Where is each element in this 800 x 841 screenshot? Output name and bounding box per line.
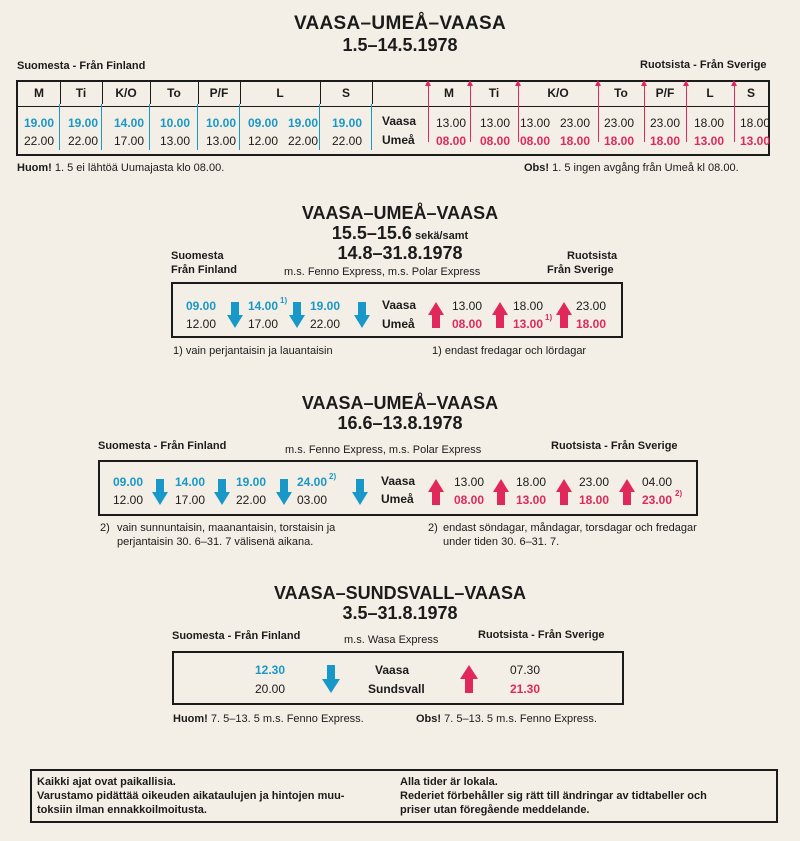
s3-fi-dep: 09.00 xyxy=(113,475,144,489)
s1-fi-dep: 19.00 xyxy=(332,116,363,130)
s3-umea-label: Umeå xyxy=(381,492,414,506)
s1-se-dep: 13.00 xyxy=(480,116,511,130)
s4-sundsvall-label: Sundsvall xyxy=(368,682,425,696)
s3-footnote-mark: 2) xyxy=(675,489,683,498)
s2-se-arr: 18.00 xyxy=(576,317,607,331)
s1-fi-dep: 19.00 xyxy=(288,116,319,130)
s1-arrow-line-se xyxy=(734,82,735,142)
s4-title: VAASA–SUNDSVALL–VAASA xyxy=(273,583,527,603)
s3-se-arr: 08.00 xyxy=(454,493,485,507)
s3-se-dep: 13.00 xyxy=(454,475,485,489)
s3-arrow-up-icon xyxy=(619,479,635,505)
s1-day-header-se: To xyxy=(614,86,628,100)
s1-day-header-se: L xyxy=(706,86,714,100)
s1-day-header-fi: K/O xyxy=(115,86,137,100)
s2-fi-arr: 17.00 xyxy=(248,317,279,331)
s1-arrow-line-fi xyxy=(197,104,198,150)
s3-fi-dep: 19.00 xyxy=(236,475,267,489)
s2-arrow-down-icon xyxy=(227,302,243,328)
s2-footnote-mark: 1) xyxy=(280,296,288,305)
s2-umea-label: Umeå xyxy=(382,317,415,331)
s1-se-arr: 08.00 xyxy=(520,134,551,148)
s1-arrow-line-se xyxy=(518,82,519,142)
s2-arrow-up-icon xyxy=(428,302,444,328)
s2-from-fi-2: Från Finland xyxy=(171,264,237,276)
s2-se-dep: 13.00 xyxy=(452,299,483,313)
s3-fi-arr: 22.00 xyxy=(236,493,267,507)
s4-fi-dep: 12.30 xyxy=(255,663,286,677)
s2-note-sweden: 1) endast fredagar och lördagar xyxy=(432,345,587,357)
s1-day-header-fi: Ti xyxy=(75,86,87,100)
s3-fi-dep: 14.00 xyxy=(175,475,206,489)
s3-note-num-fi: 2) xyxy=(100,522,110,534)
footer-swedish: Alla tider är lokala. Rederiet förbehåller sig rätt till ändringar av tidtabeller och priser utan föregående meddelande. xyxy=(400,776,707,816)
s1-day-header-fi: L xyxy=(276,86,284,100)
s1-from-finland: Suomesta - Från Finland xyxy=(17,60,146,72)
s3-se-dep: 04.00 xyxy=(642,475,673,489)
s1-dates: 1.5–14.5.1978 xyxy=(342,35,458,55)
s1-se-dep: 13.00 xyxy=(436,116,467,130)
s4-note-sweden: Obs! 7. 5–13. 5 m.s. Fenno Express. xyxy=(416,713,597,725)
s4-fi-arr: 20.00 xyxy=(255,682,286,696)
s2-note-finland: 1) vain perjantaisin ja lauantaisin xyxy=(173,345,333,357)
s1-arrow-line-se xyxy=(686,82,687,142)
s1-fi-arr: 22.00 xyxy=(288,134,319,148)
s3-ships: m.s. Fenno Express, m.s. Polar Express xyxy=(285,444,482,456)
s2-title: VAASA–UMEÅ–VAASA xyxy=(301,203,499,223)
s1-se-dep: 23.00 xyxy=(604,116,635,130)
s4-arrow-up-icon xyxy=(460,665,478,693)
s1-day-header-se: P/F xyxy=(655,86,675,100)
s1-day-header-fi: To xyxy=(167,86,181,100)
s4-box xyxy=(172,651,624,705)
s1-day-header-fi: S xyxy=(341,86,350,100)
s1-se-arr: 18.00 xyxy=(560,134,591,148)
s4-vaasa-label: Vaasa xyxy=(375,663,410,677)
s2-from-se-1: Ruotsista xyxy=(567,250,618,262)
s3-arrow-down-icon xyxy=(352,479,368,505)
s3-vaasa-label: Vaasa xyxy=(381,474,416,488)
s1-fi-arr: 13.00 xyxy=(206,134,237,148)
s1-day-header-se: K/O xyxy=(547,86,569,100)
s2-from-se-2: Från Sverige xyxy=(547,264,614,276)
s4-dates: 3.5–31.8.1978 xyxy=(342,603,458,623)
s1-se-arr: 18.00 xyxy=(604,134,635,148)
s2-dates: 15.5–15.6 sekä/samt xyxy=(331,223,469,243)
s1-day-header-se: M xyxy=(444,86,454,100)
s1-arrow-up-icon xyxy=(595,80,601,86)
s1-fi-dep: 10.00 xyxy=(206,116,237,130)
s4-note-finland: Huom! 7. 5–13. 5 m.s. Fenno Express. xyxy=(173,713,364,725)
s1-fi-dep: 19.00 xyxy=(24,116,55,130)
s1-fi-dep: 19.00 xyxy=(68,116,99,130)
s3-dates: 16.6–13.8.1978 xyxy=(337,413,463,433)
s1-se-arr: 13.00 xyxy=(694,134,725,148)
s1-fi-arr: 12.00 xyxy=(248,134,279,148)
s2-fi-dep: 09.00 xyxy=(186,299,217,313)
s1-fi-arr: 22.00 xyxy=(332,134,363,148)
s2-fi-arr: 12.00 xyxy=(186,317,217,331)
s1-arrow-up-icon xyxy=(731,80,737,86)
s4-se-arr: 21.30 xyxy=(510,682,541,696)
s1-fi-arr: 22.00 xyxy=(24,134,55,148)
s2-se-arr: 08.00 xyxy=(452,317,483,331)
s3-se-arr: 13.00 xyxy=(516,493,547,507)
s3-title: VAASA–UMEÅ–VAASA xyxy=(301,393,499,413)
s1-fi-dep: 14.00 xyxy=(114,116,145,130)
s3-arrow-down-icon xyxy=(276,479,292,505)
s3-fi-arr: 17.00 xyxy=(175,493,206,507)
s3-note-finland: vain sunnuntaisin, maanantaisin, torstaisin ja perjantaisin 30. 6–31. 7 välisenä aikana. xyxy=(117,522,336,548)
s3-arrow-up-icon xyxy=(428,479,444,505)
s3-arrow-down-icon xyxy=(152,479,168,505)
footer-finnish: Kaikki ajat ovat paikallisia. Varustamo pidättää oikeuden aikataulujen ja hintojen muu- toksiin ilman ennakkoilmoitusta. xyxy=(37,776,345,816)
s1-se-dep: 18.00 xyxy=(740,116,771,130)
s3-footnote-mark: 2) xyxy=(329,472,337,481)
s1-arrow-line-fi xyxy=(149,104,150,150)
s2-arrow-up-icon xyxy=(556,302,572,328)
s3-arrow-up-icon xyxy=(556,479,572,505)
s2-fi-arr: 22.00 xyxy=(310,317,341,331)
s3-note-sweden: endast söndagar, måndagar, torsdagar och fredagar under tiden 30. 6–31. 7. xyxy=(443,522,697,548)
s2-se-arr: 13.00 xyxy=(513,317,544,331)
s1-day-header-fi: P/F xyxy=(209,86,229,100)
s1-fi-dep: 09.00 xyxy=(248,116,279,130)
s2-from-fi-1: Suomesta xyxy=(171,250,224,262)
s2-ships: m.s. Fenno Express, m.s. Polar Express xyxy=(284,266,481,278)
s3-fi-arr: 03.00 xyxy=(297,493,328,507)
s1-day-header-se: S xyxy=(746,86,755,100)
s1-arrow-up-icon xyxy=(641,80,647,86)
s3-from-finland: Suomesta - Från Finland xyxy=(98,440,227,452)
s2-se-dep: 23.00 xyxy=(576,299,607,313)
s2-dates2: 14.8–31.8.1978 xyxy=(337,243,463,263)
s4-se-dep: 07.30 xyxy=(510,663,541,677)
s1-se-dep: 23.00 xyxy=(650,116,681,130)
s3-se-arr: 18.00 xyxy=(579,493,610,507)
s2-arrow-up-icon xyxy=(492,302,508,328)
s3-note-num-se: 2) xyxy=(428,522,438,534)
s1-from-sweden: Ruotsista - Från Sverige xyxy=(640,59,767,71)
s4-from-sweden: Ruotsista - Från Sverige xyxy=(478,629,605,641)
s1-arrow-up-icon xyxy=(515,80,521,86)
s1-umea-label: Umeå xyxy=(382,133,415,147)
s2-fi-dep: 19.00 xyxy=(310,299,341,313)
s2-arrow-down-icon xyxy=(354,302,370,328)
s3-arrow-down-icon xyxy=(214,479,230,505)
s3-se-arr: 23.00 xyxy=(642,493,673,507)
s1-se-arr: 13.00 xyxy=(740,134,771,148)
s1-arrow-line-fi xyxy=(59,104,60,150)
s2-footnote-mark: 1) xyxy=(545,313,553,322)
s1-arrow-line-se xyxy=(598,82,599,142)
s1-note-sweden: Obs! 1. 5 ingen avgång från Umeå kl 08.00. xyxy=(524,162,739,174)
s1-se-dep: 18.00 xyxy=(694,116,725,130)
s1-arrow-up-icon xyxy=(467,80,473,86)
s2-vaasa-label: Vaasa xyxy=(382,298,417,312)
s3-from-sweden: Ruotsista - Från Sverige xyxy=(551,440,678,452)
s1-arrow-line-fi xyxy=(239,104,240,150)
s1-arrow-up-icon xyxy=(683,80,689,86)
s1-fi-arr: 17.00 xyxy=(114,134,145,148)
s1-fi-arr: 22.00 xyxy=(68,134,99,148)
s3-se-dep: 18.00 xyxy=(516,475,547,489)
s2-arrow-down-icon xyxy=(289,302,305,328)
s2-se-dep: 18.00 xyxy=(513,299,544,313)
s2-fi-dep: 14.00 xyxy=(248,299,279,313)
s3-fi-arr: 12.00 xyxy=(113,493,144,507)
s1-arrow-line-fi xyxy=(101,104,102,150)
s4-arrow-down-icon xyxy=(322,665,340,693)
s1-fi-dep: 10.00 xyxy=(160,116,191,130)
s4-from-finland: Suomesta - Från Finland xyxy=(172,630,301,642)
s1-note-finland: Huom! 1. 5 ei lähtöä Uumajasta klo 08.00. xyxy=(17,162,225,174)
s1-fi-arr: 13.00 xyxy=(160,134,191,148)
s3-arrow-up-icon xyxy=(493,479,509,505)
s1-arrow-line-se xyxy=(470,82,471,142)
s1-vaasa-label: Vaasa xyxy=(382,114,417,128)
s1-day-header-fi: M xyxy=(34,86,44,100)
s1-se-dep: 23.00 xyxy=(560,116,591,130)
s1-se-dep: 13.00 xyxy=(520,116,551,130)
s1-arrow-up-icon xyxy=(425,80,431,86)
s1-arrow-line-se xyxy=(644,82,645,142)
s1-se-arr: 08.00 xyxy=(480,134,511,148)
s1-se-arr: 08.00 xyxy=(436,134,467,148)
s3-se-dep: 23.00 xyxy=(579,475,610,489)
s1-title: VAASA–UMEÅ–VAASA xyxy=(293,13,507,34)
s4-ships: m.s. Wasa Express xyxy=(344,634,439,646)
s3-fi-dep: 24.00 xyxy=(297,475,328,489)
s1-arrow-line-se xyxy=(428,82,429,142)
s1-arrow-line-fi xyxy=(371,104,372,150)
s1-se-arr: 18.00 xyxy=(650,134,681,148)
s1-col-divider xyxy=(372,82,373,104)
s1-arrow-line-fi xyxy=(319,104,320,150)
s1-day-header-se: Ti xyxy=(488,86,500,100)
